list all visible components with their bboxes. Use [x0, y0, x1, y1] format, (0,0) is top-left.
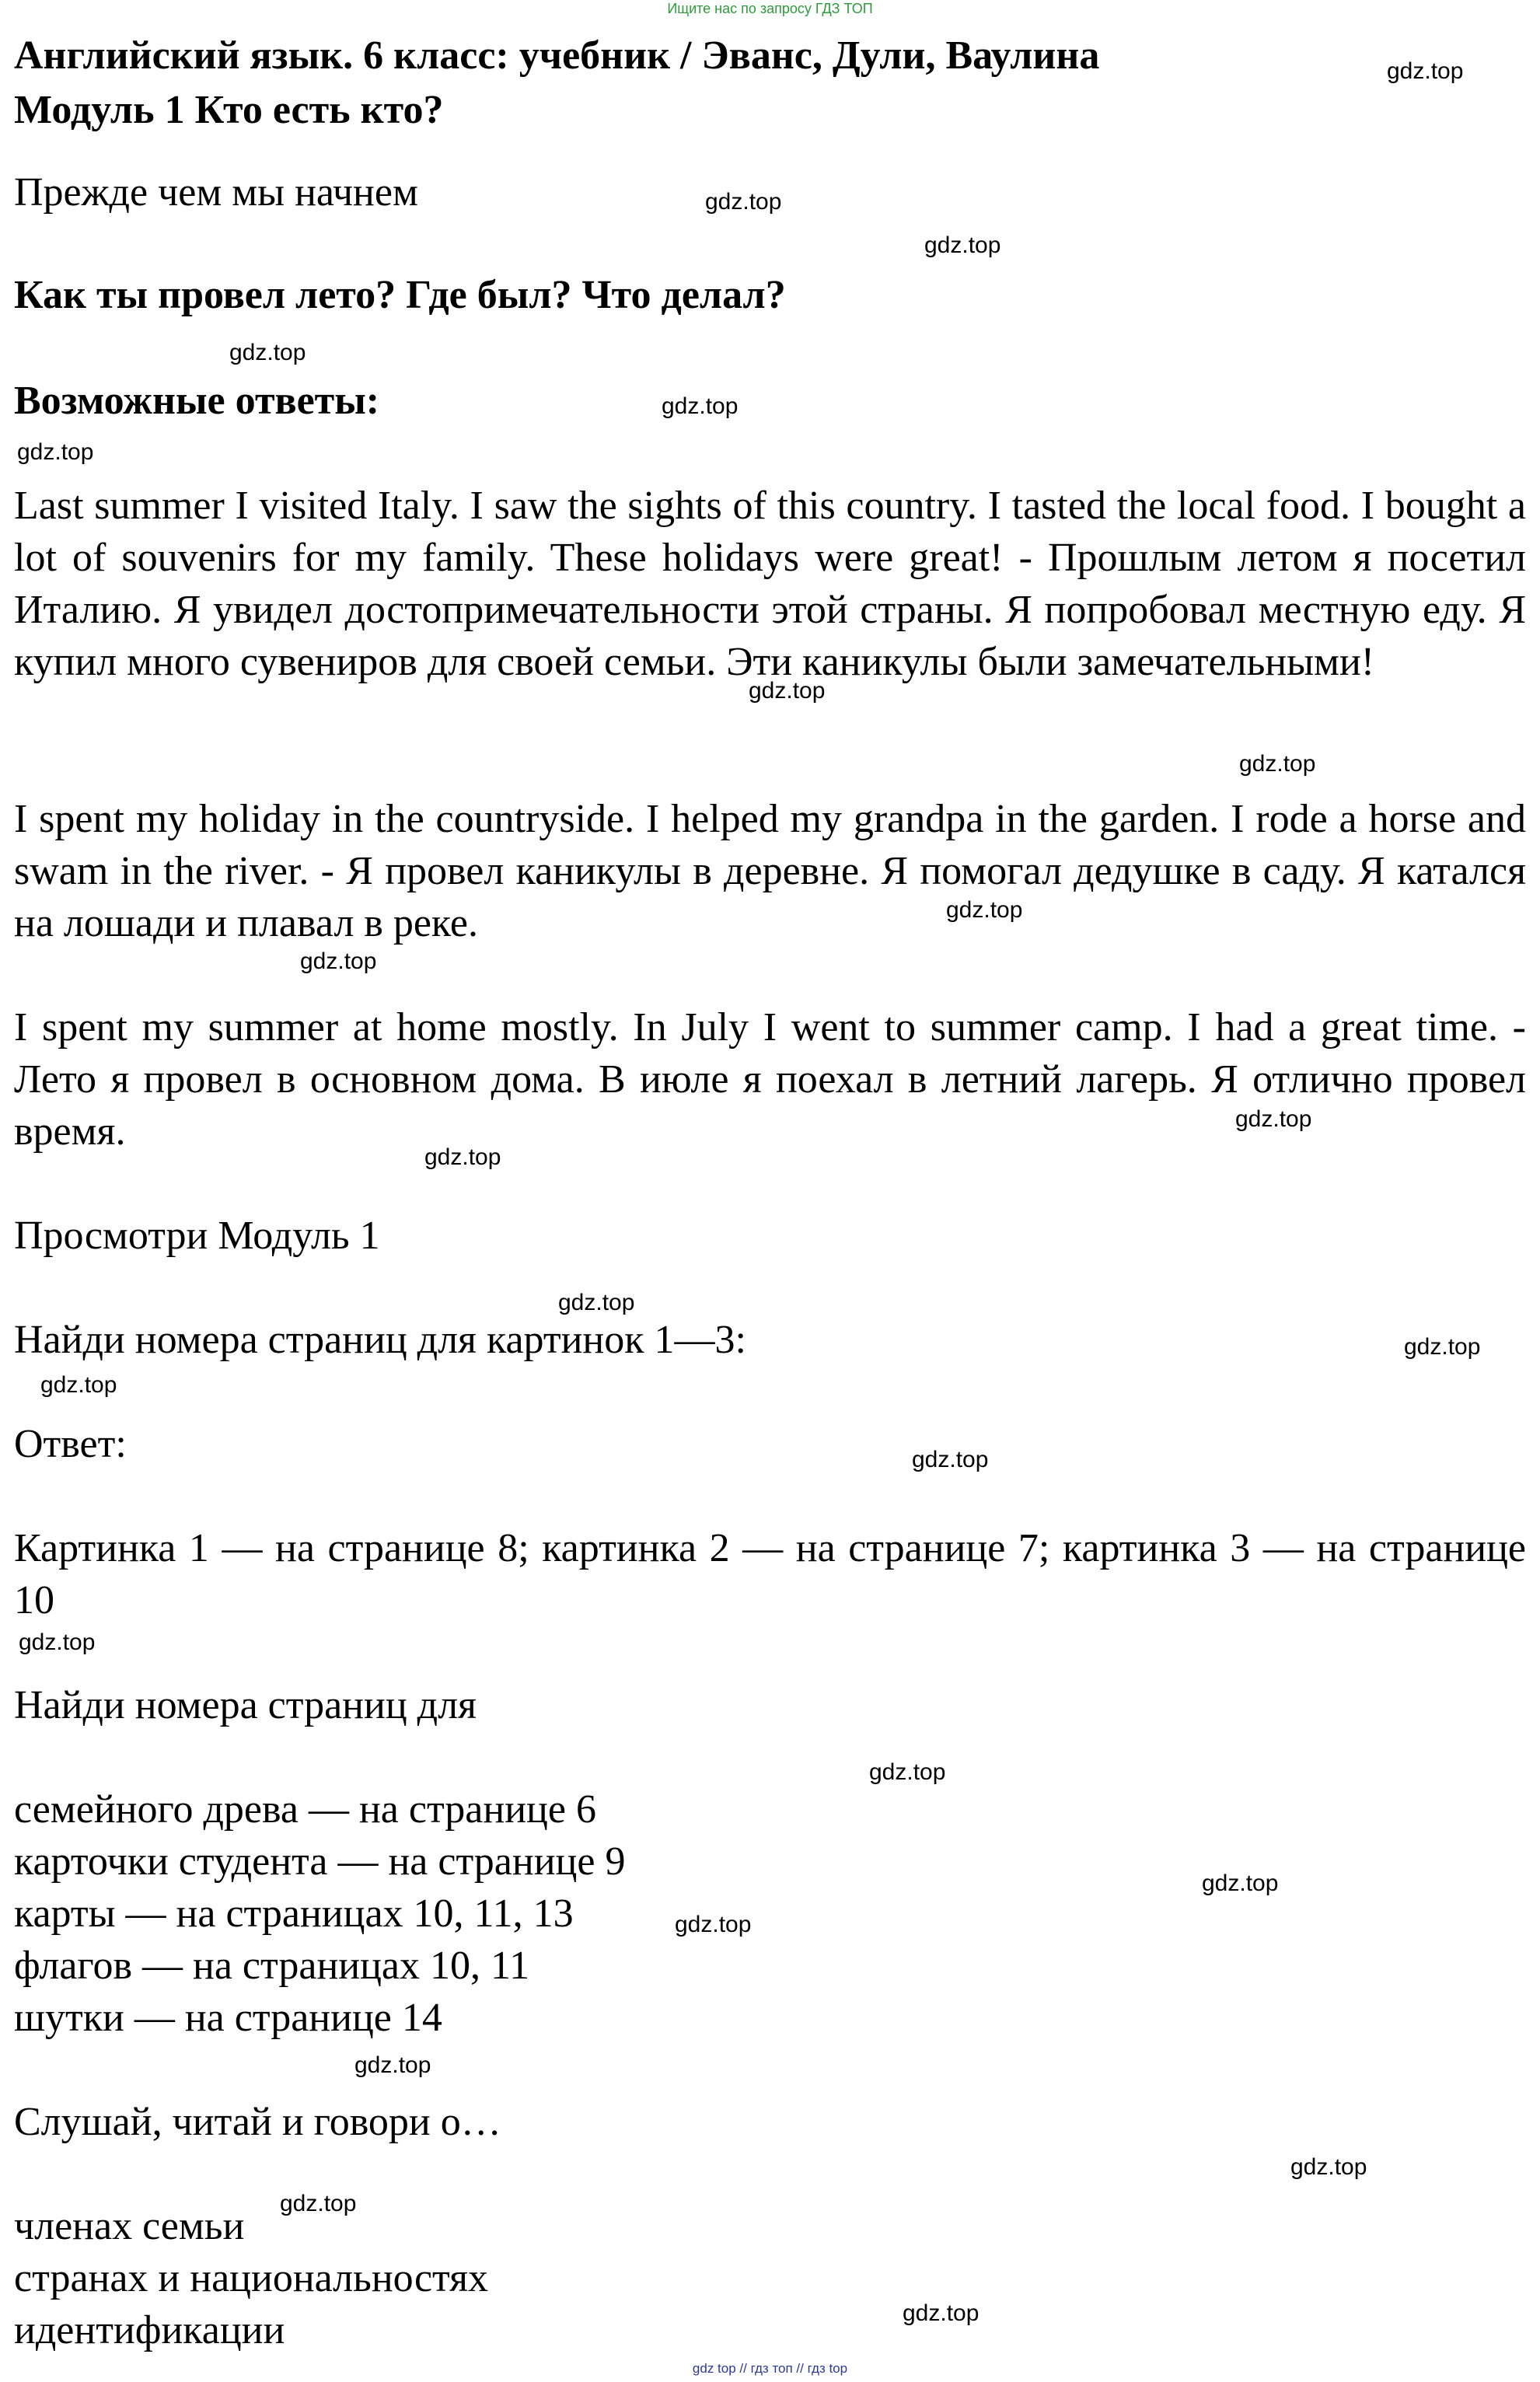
- answer-paragraph-2: I spent my holiday in the countryside. I helped my grandpa in the garden. I rode a horse and swam in the river. - Я провел каникулы в деревне. Я помогал дедушке в саду. Я катался на лошади и плавал в реке.: [14, 797, 1526, 945]
- find-pictures-task: Найди номера страниц для картинок 1—3:: [14, 1318, 746, 1362]
- watermark: gdz.top: [1404, 1334, 1481, 1360]
- listen-read-speak-heading: Слушай, читай и говори о…: [14, 2100, 501, 2144]
- watermark: gdz.top: [675, 1912, 752, 1937]
- watermark: gdz.top: [1387, 58, 1464, 84]
- watermark: gdz.top: [300, 948, 377, 974]
- pages-list-item: карты — на страницах 10, 11, 13: [14, 1891, 574, 1936]
- pages-list-item: семейного древа — на странице 6: [14, 1787, 596, 1832]
- possible-answers-heading: Возможные ответы:: [14, 379, 380, 423]
- watermark: gdz.top: [229, 340, 306, 365]
- section-before-we-start: Прежде чем мы начнем: [14, 170, 418, 215]
- watermark: gdz.top: [1235, 1106, 1312, 1132]
- watermark: gdz.top: [924, 232, 1001, 258]
- pages-list-item: флагов — на страницах 10, 11: [14, 1944, 530, 1988]
- watermark: gdz.top: [354, 2052, 431, 2078]
- watermark: gdz.top: [40, 1372, 117, 1398]
- topic-item: странах и национальностях: [14, 2256, 489, 2300]
- watermark: gdz.top: [662, 393, 739, 419]
- answer-label: Ответ:: [14, 1422, 127, 1466]
- watermark: gdz.top: [17, 439, 94, 465]
- watermark: gdz.top: [1202, 1870, 1279, 1896]
- watermark: gdz.top: [946, 897, 1023, 923]
- answer-paragraph-3: I spent my summer at home mostly. In July I went to summer camp. I had a great time. - Лето я провел в основном дома. В июле я поехал в летний лагерь. Я отлично провел время.: [14, 1005, 1526, 1154]
- topic-item: членах семьи: [14, 2204, 245, 2248]
- review-module-heading: Просмотри Модуль 1: [14, 1214, 380, 1258]
- topic-item: идентификации: [14, 2308, 285, 2352]
- pictures-answer: Картинка 1 — на странице 8; картинка 2 — на странице 7; картинка 3 — на странице 10: [14, 1526, 1526, 1622]
- document-title: Английский язык. 6 класс: учебник / Эванс, Дули, Ваулина: [14, 33, 1100, 78]
- watermark: gdz.top: [903, 2300, 980, 2326]
- watermark: gdz.top: [1290, 2154, 1367, 2180]
- watermark: gdz.top: [19, 1629, 96, 1655]
- find-pages-for-task: Найди номера страниц для: [14, 1683, 477, 1727]
- pages-list-item: шутки — на странице 14: [14, 1996, 442, 2040]
- question-heading: Как ты провел лето? Где был? Что делал?: [14, 273, 786, 317]
- watermark: gdz.top: [424, 1144, 501, 1170]
- watermark: gdz.top: [705, 189, 782, 215]
- bottom-banner[interactable]: gdz top // гдз топ // гдз top: [692, 2361, 848, 2376]
- watermark: gdz.top: [558, 1290, 635, 1315]
- watermark: gdz.top: [912, 1447, 989, 1472]
- watermark: gdz.top: [1239, 751, 1316, 777]
- module-title: Модуль 1 Кто есть кто?: [14, 88, 444, 132]
- pages-list-item: карточки студента — на странице 9: [14, 1839, 626, 1884]
- top-banner[interactable]: Ищите нас по запросу ГДЗ ТОП: [667, 1, 873, 16]
- answer-paragraph-1: Last summer I visited Italy. I saw the sights of this country. I tasted the local food. I bought a lot of souvenirs for my family. These holidays were great! - Прошлым летом я посетил Италию. Я увидел достопримечательности этой страны. Я попробовал местную еду. Я купил много сувениров для своей семьи. Эти каникулы были замечательными!: [14, 484, 1526, 684]
- watermark: gdz.top: [869, 1759, 946, 1785]
- watermark: gdz.top: [280, 2191, 357, 2216]
- watermark: gdz.top: [749, 678, 826, 704]
